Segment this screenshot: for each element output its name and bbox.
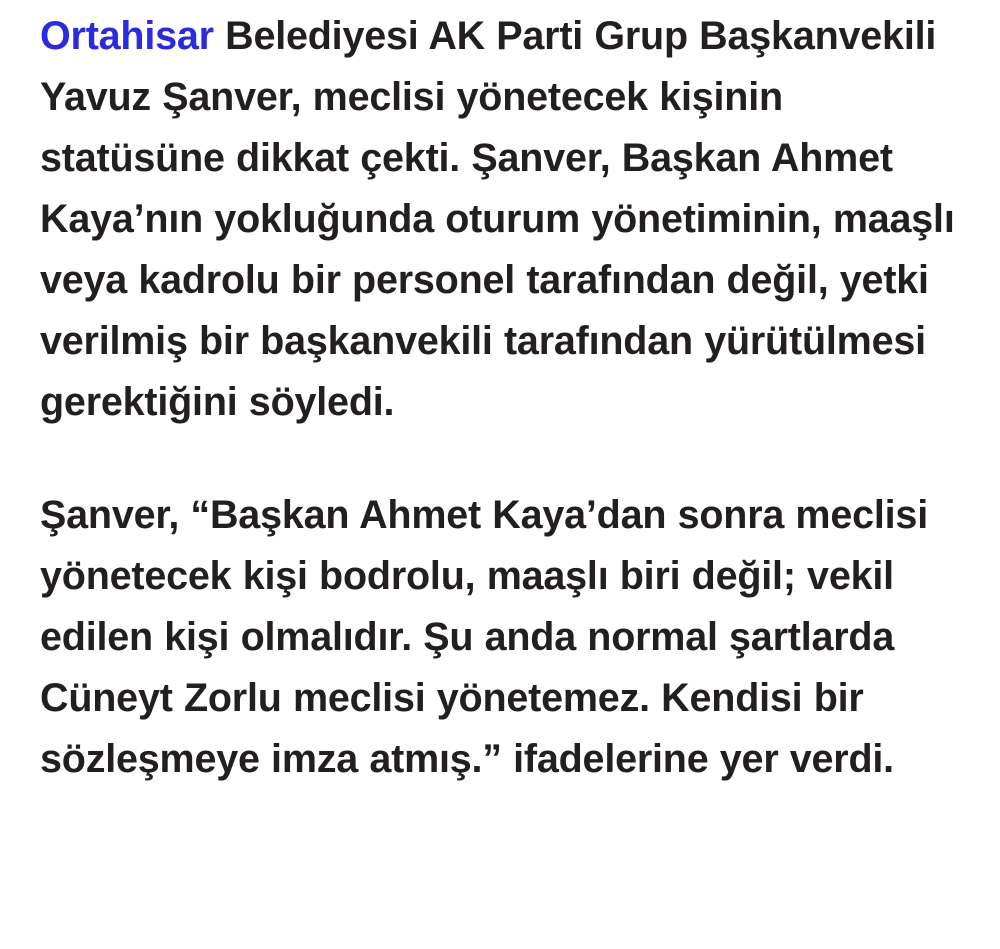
paragraph-1-text: Belediyesi AK Parti Grup Başkanvekili Yavuz Şanver, meclisi yönetecek kişinin statüsüne dikkat çekti. Şanver, Başkan Ahmet Kaya’nın yokluğunda oturum yönetiminin, maaşlı veya kadrolu bir personel tarafından değil, yetki verilmiş bir başkanvekili tarafından yürütülmesi gerektiğini söyledi.	[40, 14, 955, 424]
paragraph-2-text: Şanver, “Başkan Ahmet Kaya’dan sonra meclisi yönetecek kişi bodrolu, maaşlı biri değil; vekil edilen kişi olmalıdır. Şu anda normal şartlarda Cüneyt Zorlu meclisi yönetemez. Kendisi bir sözleşmeye imza atmış.” ifadelerine yer verdi.	[40, 493, 928, 781]
paragraph-2	[40, 485, 960, 790]
paragraph-1	[40, 6, 960, 433]
entity-link-ortahisar[interactable]: Ortahisar	[40, 14, 214, 58]
